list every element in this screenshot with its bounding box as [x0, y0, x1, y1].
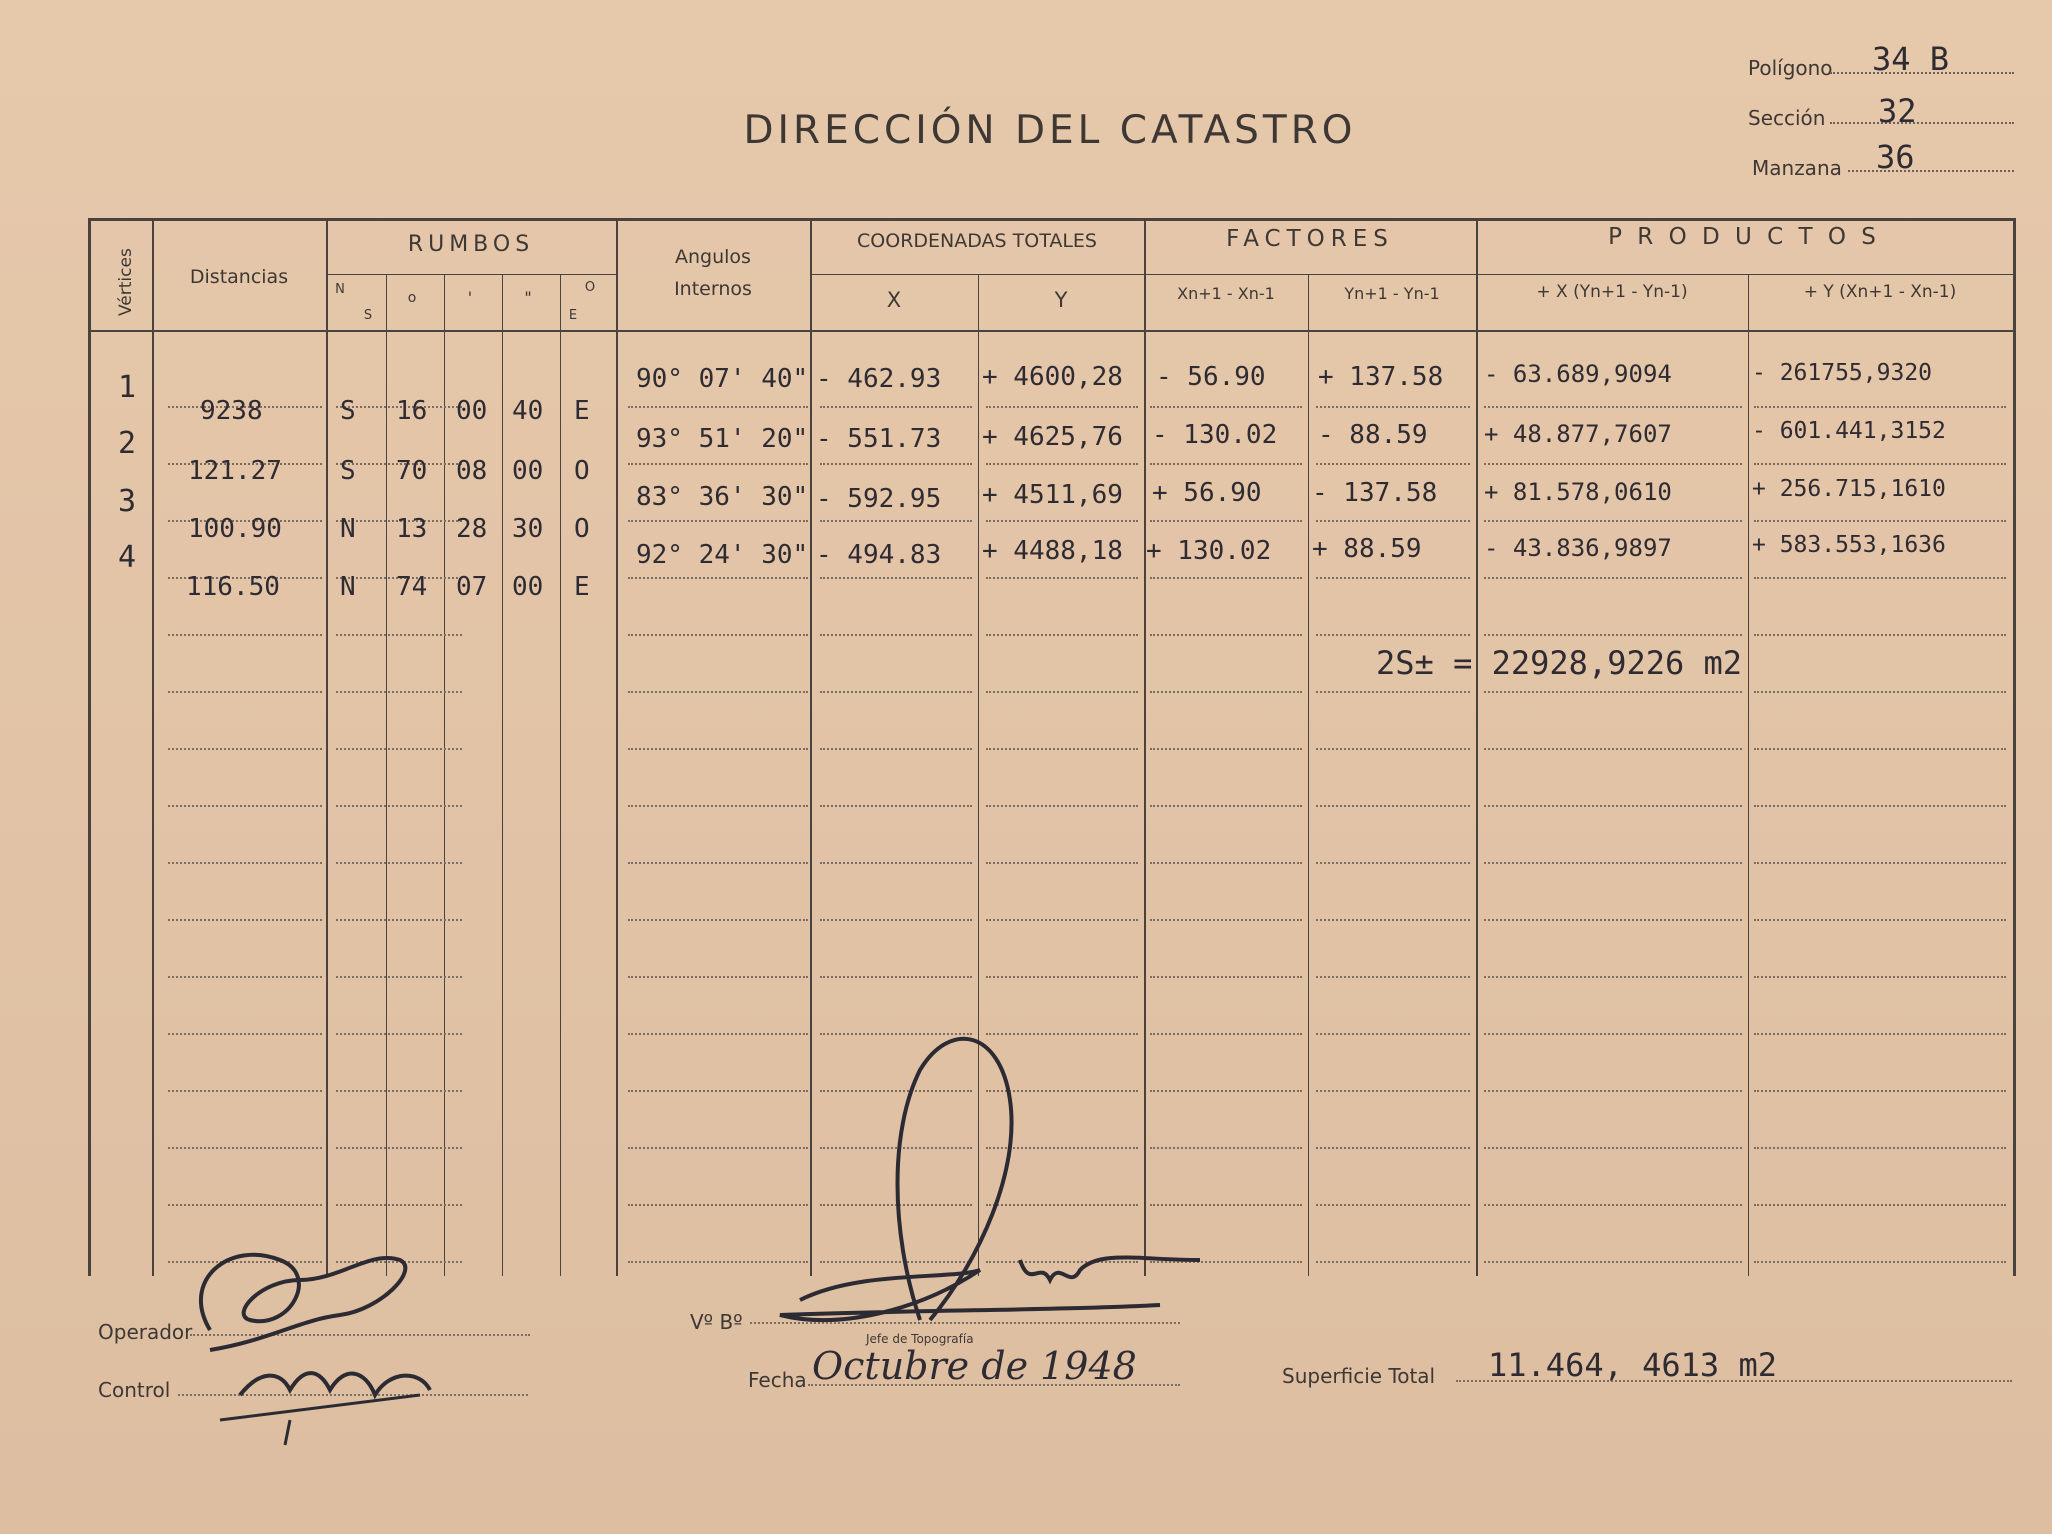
control-label: Control: [98, 1378, 171, 1402]
factor-y-value: - 88.59: [1318, 420, 1428, 450]
row-rule: [1150, 919, 1302, 921]
row-rule: [628, 748, 808, 750]
rumbos-sub-o: O: [584, 280, 596, 295]
row-rule: [1484, 919, 1742, 921]
row-rule: [820, 577, 972, 579]
row-rule: [1316, 520, 1470, 522]
row-rule: [820, 691, 972, 693]
row-rule: [1484, 1204, 1742, 1206]
superficie-total-label: Superficie Total: [1282, 1364, 1436, 1388]
header-bottom-border: [88, 330, 2016, 332]
row-rule: [336, 1204, 462, 1206]
row-rule: [986, 862, 1138, 864]
rumbo-min: 08: [456, 456, 488, 486]
producto-y-header: + Y (Xn+1 - Xn-1): [1803, 282, 1957, 302]
row-rule: [336, 634, 462, 636]
operador-signature: [170, 1220, 470, 1450]
angle-value: 93° 51' 20": [636, 424, 809, 454]
coordenadas-header: COORDENADAS TOTALES: [857, 230, 1097, 252]
rumbo-ns: N: [340, 514, 356, 544]
row-rule: [1754, 577, 2006, 579]
jefe-topografia-label: Jefe de Topografía: [866, 1332, 974, 1346]
distancias-header: Distancias: [189, 266, 289, 288]
row-rule: [820, 748, 972, 750]
row-rule: [628, 463, 808, 465]
factor-y-value: - 137.58: [1312, 478, 1438, 508]
row-rule: [1484, 1033, 1742, 1035]
rumbo-deg: 74: [396, 572, 428, 602]
operador-label: Operador: [98, 1320, 193, 1344]
row-rule: [986, 577, 1138, 579]
row-rule: [628, 862, 808, 864]
row-rule: [168, 634, 322, 636]
row-rule: [336, 976, 462, 978]
row-rule: [1484, 520, 1742, 522]
coord-x-value: - 592.95: [816, 484, 942, 514]
row-rule: [628, 520, 808, 522]
rumbo-ew: O: [574, 456, 590, 486]
row-rule: [1754, 1147, 2006, 1149]
factor-y-value: + 88.59: [1312, 534, 1422, 564]
row-rule: [336, 748, 462, 750]
row-rule: [1316, 919, 1470, 921]
rumbo-min: 28: [456, 514, 488, 544]
row-rule: [1754, 406, 2006, 408]
row-rule: [1484, 862, 1742, 864]
row-rule: [1754, 919, 2006, 921]
row-rule: [820, 634, 972, 636]
rumbos-sub-sec: ": [524, 288, 532, 307]
row-rule: [1150, 406, 1302, 408]
row-rule: [628, 577, 808, 579]
row-rule: [1316, 862, 1470, 864]
productos-header: P R O D U C T O S: [1608, 224, 1880, 250]
coord-x-value: - 462.93: [816, 364, 942, 394]
row-rule: [628, 976, 808, 978]
row-rule: [628, 691, 808, 693]
row-rule: [1316, 805, 1470, 807]
row-rule: [986, 976, 1138, 978]
col-sep-ns: [386, 274, 387, 1276]
distance-value: 116.50: [186, 572, 280, 602]
row-rule: [820, 463, 972, 465]
manzana-label: Manzana: [1752, 156, 1842, 180]
row-rule: [168, 919, 322, 921]
row-rule: [820, 976, 972, 978]
row-rule: [1316, 976, 1470, 978]
row-rule: [1316, 463, 1470, 465]
row-rule: [1150, 862, 1302, 864]
row-rule: [1754, 1204, 2006, 1206]
factores-header: FACTORES: [1226, 226, 1394, 252]
row-rule: [1316, 634, 1470, 636]
coord-y-header: Y: [1054, 288, 1068, 312]
row-rule: [986, 748, 1138, 750]
row-rule: [168, 976, 322, 978]
row-rule: [1484, 1261, 1742, 1263]
producto-x-value: - 43.836,9897: [1484, 534, 1672, 562]
distance-value: 100.90: [188, 514, 282, 544]
producto-x-header: + X (Yn+1 - Yn-1): [1536, 282, 1688, 302]
row-rule: [1316, 406, 1470, 408]
row-rule: [628, 634, 808, 636]
table-top-border: [88, 218, 2016, 221]
rumbo-min: 00: [456, 396, 488, 426]
factor-y-value: + 137.58: [1318, 362, 1444, 392]
col-sep-productos: [1748, 274, 1749, 1276]
vertex-2: 2: [118, 426, 137, 461]
row-rule: [986, 520, 1138, 522]
rumbo-min: 07: [456, 572, 488, 602]
internos-header: Internos: [674, 278, 752, 300]
coord-x-header: X: [886, 288, 902, 312]
row-rule: [1316, 748, 1470, 750]
row-rule: [1484, 463, 1742, 465]
coord-y-value: + 4511,69: [982, 480, 1123, 510]
row-rule: [1150, 748, 1302, 750]
row-rule: [628, 406, 808, 408]
distance-value: 9238: [200, 396, 263, 426]
row-rule: [1316, 1204, 1470, 1206]
row-rule: [168, 1147, 322, 1149]
coord-y-value: + 4625,76: [982, 422, 1123, 452]
row-rule: [1484, 577, 1742, 579]
row-rule: [986, 634, 1138, 636]
rumbos-header: RUMBOS: [407, 232, 535, 257]
vobo-label: Vº Bº: [690, 1310, 743, 1334]
row-rule: [336, 1033, 462, 1035]
row-rule: [820, 520, 972, 522]
row-rule: [1484, 406, 1742, 408]
row-rule: [1484, 748, 1742, 750]
rumbo-deg: 13: [396, 514, 428, 544]
fecha-value: Octubre de 1948: [812, 1344, 1137, 1388]
row-rule: [820, 805, 972, 807]
seccion-value: 32: [1878, 92, 1917, 130]
document-title: DIRECCIÓN DEL CATASTRO: [743, 108, 1357, 153]
row-rule: [168, 1090, 322, 1092]
row-rule: [1484, 976, 1742, 978]
row-rule: [1754, 691, 2006, 693]
rumbo-sec: 30: [512, 514, 544, 544]
rumbo-ns: S: [340, 396, 356, 426]
row-rule: [336, 1090, 462, 1092]
col-sep-sec: [560, 274, 561, 1276]
row-rule: [1484, 805, 1742, 807]
distance-value: 121.27: [188, 456, 282, 486]
double-area-note: 2S± = 22928,9226 m2: [1376, 644, 1743, 682]
row-rule: [336, 691, 462, 693]
row-rule: [1754, 805, 2006, 807]
row-rule: [168, 691, 322, 693]
table-left-border: [88, 218, 91, 1276]
jefe-signature: [720, 1010, 1240, 1340]
row-rule: [820, 862, 972, 864]
factor-x-value: + 130.02: [1146, 536, 1272, 566]
seccion-line: [1830, 122, 2014, 124]
rumbo-ew: O: [574, 514, 590, 544]
col-sep-factores: [1308, 274, 1309, 1276]
rumbos-subrule: [326, 274, 616, 275]
row-rule: [1754, 748, 2006, 750]
manzana-value: 36: [1876, 138, 1915, 176]
row-rule: [1150, 463, 1302, 465]
superficie-total-value: 11.464, 4613 m2: [1488, 1346, 1777, 1384]
row-rule: [986, 463, 1138, 465]
row-rule: [336, 805, 462, 807]
rumbo-sec: 00: [512, 456, 544, 486]
factor-x-value: - 56.90: [1156, 362, 1266, 392]
angle-value: 83° 36' 30": [636, 482, 809, 512]
row-rule: [1150, 520, 1302, 522]
col-sep-min: [502, 274, 503, 1276]
rumbo-sec: 00: [512, 572, 544, 602]
row-rule: [1754, 1261, 2006, 1263]
row-rule: [1484, 634, 1742, 636]
row-rule: [986, 691, 1138, 693]
factor-x-value: + 56.90: [1152, 478, 1262, 508]
coord-x-value: - 551.73: [816, 424, 942, 454]
producto-y-value: + 583.553,1636: [1752, 532, 1946, 558]
poligono-value: 34 B: [1872, 40, 1950, 78]
row-rule: [820, 919, 972, 921]
row-rule: [168, 1204, 322, 1206]
row-rule: [986, 919, 1138, 921]
angle-value: 90° 07' 40": [636, 364, 809, 394]
row-rule: [1754, 1090, 2006, 1092]
producto-y-value: - 601.441,3152: [1752, 418, 1946, 444]
row-rule: [1316, 1033, 1470, 1035]
row-rule: [1150, 805, 1302, 807]
col-sep-factores-end: [1476, 218, 1478, 1276]
rumbo-ns: S: [340, 456, 356, 486]
row-rule: [628, 805, 808, 807]
angulos-header: Angulos: [675, 246, 751, 268]
row-rule: [1484, 1090, 1742, 1092]
row-rule: [336, 1147, 462, 1149]
row-rule: [1150, 976, 1302, 978]
col-sep-deg: [444, 274, 445, 1276]
rumbo-ew: E: [574, 572, 590, 602]
row-rule: [168, 862, 322, 864]
row-rule: [1316, 1261, 1470, 1263]
row-rule: [168, 805, 322, 807]
factor-x-value: - 130.02: [1152, 420, 1278, 450]
row-rule: [1484, 1147, 1742, 1149]
row-rule: [1150, 634, 1302, 636]
rumbos-sub-min: ': [467, 288, 473, 307]
row-rule: [1754, 520, 2006, 522]
producto-x-value: + 48.877,7607: [1484, 420, 1672, 448]
rumbo-sec: 40: [512, 396, 544, 426]
vertex-4: 4: [118, 540, 137, 575]
row-rule: [1316, 691, 1470, 693]
row-rule: [1754, 463, 2006, 465]
rumbo-ew: E: [574, 396, 590, 426]
angle-value: 92° 24' 30": [636, 540, 809, 570]
coord-x-value: - 494.83: [816, 540, 942, 570]
row-rule: [986, 406, 1138, 408]
factor-y-header: Yn+1 - Yn-1: [1344, 284, 1440, 303]
manzana-line: [1848, 170, 2014, 172]
producto-y-value: + 256.715,1610: [1752, 476, 1946, 502]
vertex-1: 1: [118, 370, 137, 405]
row-rule: [1754, 976, 2006, 978]
row-rule: [168, 1033, 322, 1035]
groups-subrule: [810, 274, 2013, 275]
row-rule: [1316, 1090, 1470, 1092]
producto-x-value: + 81.578,0610: [1484, 478, 1672, 506]
producto-y-value: - 261755,9320: [1752, 360, 1933, 386]
col-sep-vertices: [152, 218, 154, 1276]
rumbo-deg: 16: [396, 396, 428, 426]
row-rule: [1316, 1147, 1470, 1149]
row-rule: [336, 862, 462, 864]
row-rule: [1316, 577, 1470, 579]
rumbos-sub-deg: o: [407, 290, 417, 306]
rumbos-sub-n: N: [335, 282, 345, 297]
row-rule: [628, 919, 808, 921]
vertex-3: 3: [118, 484, 137, 519]
row-rule: [986, 805, 1138, 807]
col-sep-rumbos: [616, 218, 618, 1276]
rumbos-sub-s: S: [363, 308, 373, 323]
table-right-border: [2013, 218, 2016, 1276]
row-rule: [1754, 1033, 2006, 1035]
row-rule: [1754, 862, 2006, 864]
producto-x-value: - 63.689,9094: [1484, 360, 1672, 388]
coord-y-value: + 4488,18: [982, 536, 1123, 566]
row-rule: [1484, 691, 1742, 693]
coord-y-value: + 4600,28: [982, 362, 1123, 392]
factor-x-header: Xn+1 - Xn-1: [1177, 284, 1275, 303]
row-rule: [168, 748, 322, 750]
row-rule: [820, 406, 972, 408]
rumbos-sub-e: E: [568, 308, 578, 323]
rumbo-ns: N: [340, 572, 356, 602]
vertices-header: Vértices: [116, 248, 136, 316]
col-sep-distancias: [326, 218, 328, 1276]
fecha-label: Fecha: [748, 1368, 807, 1392]
rumbo-deg: 70: [396, 456, 428, 486]
row-rule: [1150, 691, 1302, 693]
poligono-label: Polígono: [1748, 56, 1833, 80]
row-rule: [336, 919, 462, 921]
row-rule: [1150, 577, 1302, 579]
row-rule: [1754, 634, 2006, 636]
seccion-label: Sección: [1748, 106, 1826, 130]
